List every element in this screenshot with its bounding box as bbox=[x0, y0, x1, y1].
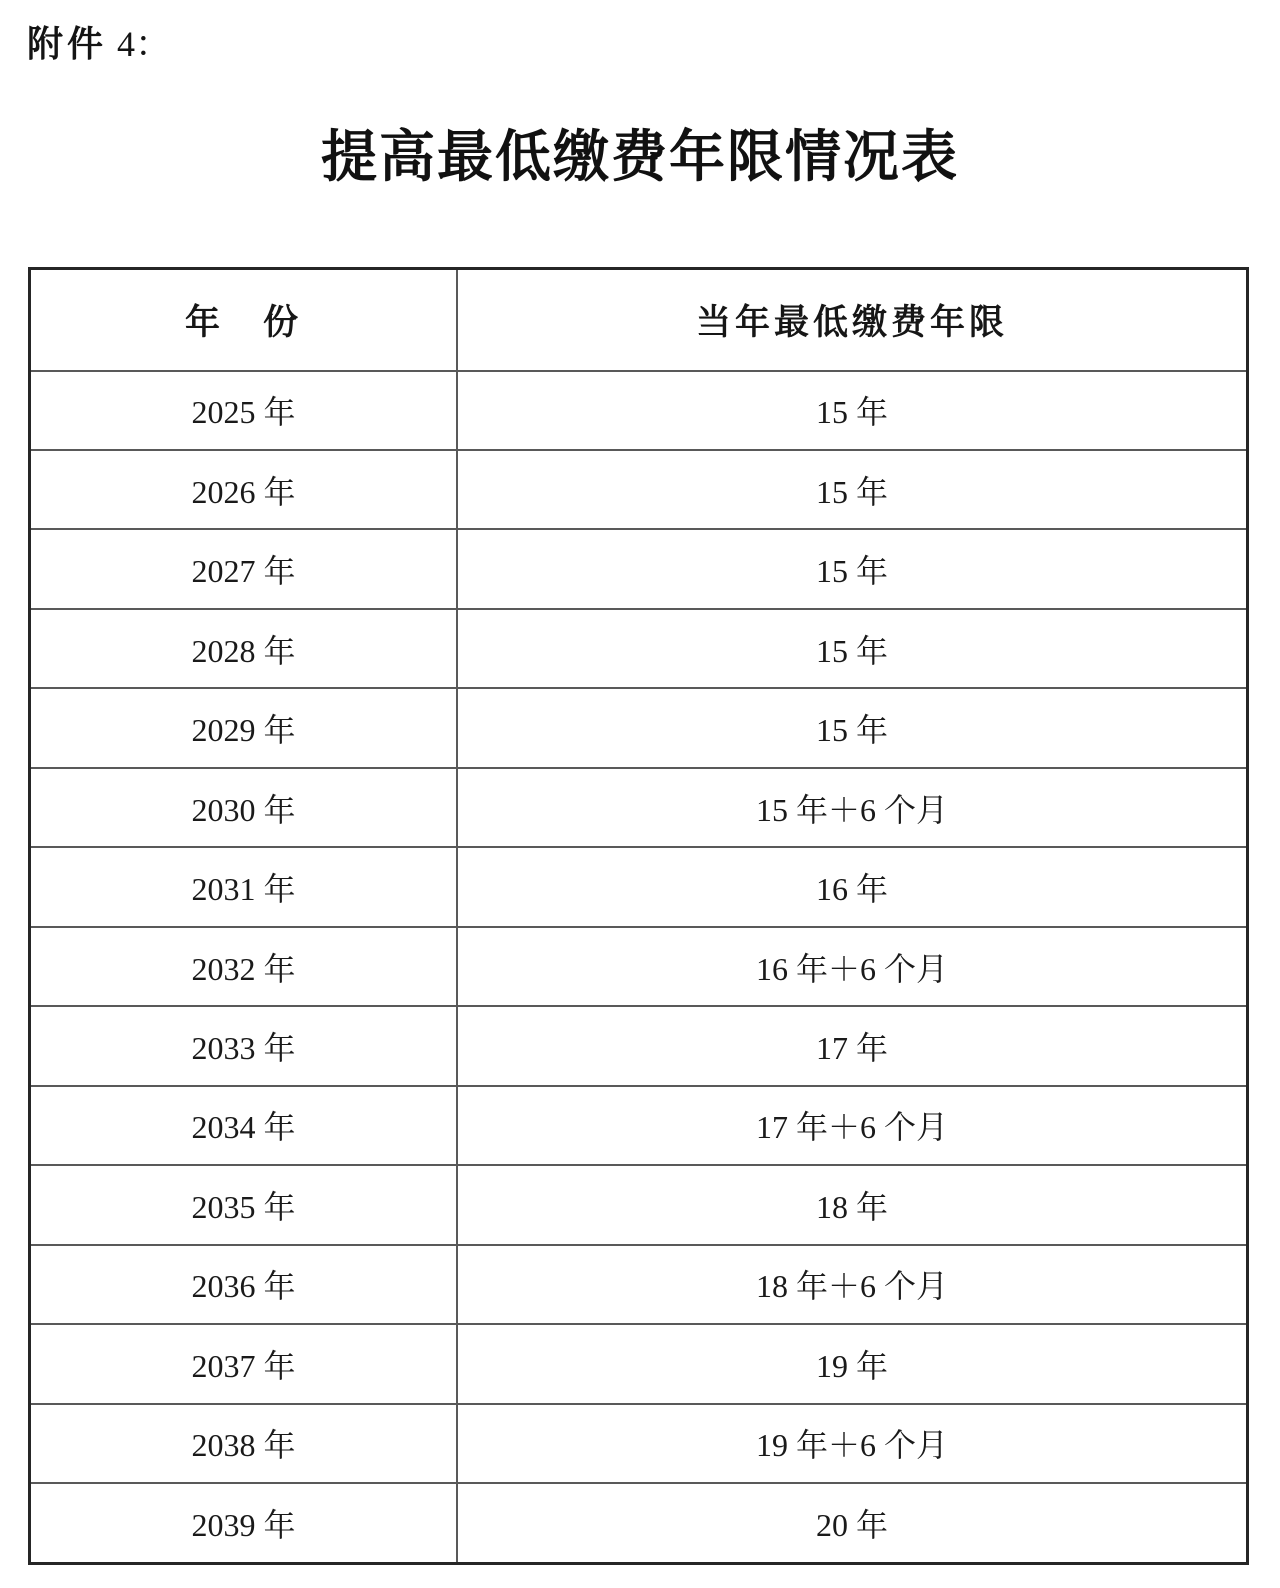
min-years-cell: 16 年＋6 个月 bbox=[457, 927, 1247, 1006]
min-years-cell: 19 年＋6 个月 bbox=[457, 1404, 1247, 1483]
table-row bbox=[30, 847, 1248, 926]
attachment-label bbox=[27, 20, 171, 68]
year-cell: 2028 年 bbox=[30, 609, 458, 688]
min-years-cell: 16 年 bbox=[457, 847, 1247, 926]
year-cell: 2032 年 bbox=[30, 927, 458, 1006]
year-cell: 2033 年 bbox=[30, 1006, 458, 1085]
year-cell: 2026 年 bbox=[30, 450, 458, 529]
contribution-years-table bbox=[28, 267, 1249, 1565]
min-years-cell: 15 年 bbox=[457, 450, 1247, 529]
min-years-cell: 15 年＋6 个月 bbox=[457, 768, 1247, 847]
table-row bbox=[30, 1086, 1248, 1165]
year-cell: 2037 年 bbox=[30, 1324, 458, 1403]
column-header-year: 年 份 bbox=[30, 269, 458, 371]
table-header-row bbox=[30, 269, 1248, 371]
table-row bbox=[30, 1483, 1248, 1563]
year-cell: 2036 年 bbox=[30, 1245, 458, 1324]
table-row bbox=[30, 450, 1248, 529]
table-row bbox=[30, 1006, 1248, 1085]
attachment-label-prefix: 附件 bbox=[27, 23, 108, 64]
year-cell: 2025 年 bbox=[30, 371, 458, 450]
year-cell: 2029 年 bbox=[30, 688, 458, 767]
min-years-cell: 19 年 bbox=[457, 1324, 1247, 1403]
year-cell: 2030 年 bbox=[30, 768, 458, 847]
table-row bbox=[30, 1245, 1248, 1324]
table-row bbox=[30, 927, 1248, 1006]
table-row bbox=[30, 1324, 1248, 1403]
table-row bbox=[30, 609, 1248, 688]
min-years-cell: 17 年 bbox=[457, 1006, 1247, 1085]
table-row bbox=[30, 768, 1248, 847]
table-row bbox=[30, 1165, 1248, 1244]
page-title: 提高最低缴费年限情况表 bbox=[321, 127, 959, 189]
attachment-label-number: 4： bbox=[117, 24, 172, 64]
min-years-cell: 17 年＋6 个月 bbox=[457, 1086, 1247, 1165]
table-row bbox=[30, 1404, 1248, 1483]
min-years-cell: 15 年 bbox=[457, 609, 1247, 688]
table-row bbox=[30, 529, 1248, 608]
min-years-cell: 15 年 bbox=[457, 529, 1247, 608]
min-years-cell: 20 年 bbox=[457, 1483, 1247, 1563]
table-row bbox=[30, 371, 1248, 450]
year-cell: 2031 年 bbox=[30, 847, 458, 926]
min-years-cell: 18 年＋6 个月 bbox=[457, 1245, 1247, 1324]
table-row bbox=[30, 688, 1248, 767]
min-years-cell: 15 年 bbox=[457, 371, 1247, 450]
min-years-cell: 18 年 bbox=[457, 1165, 1247, 1244]
year-cell: 2034 年 bbox=[30, 1086, 458, 1165]
year-cell: 2039 年 bbox=[30, 1483, 458, 1563]
year-cell: 2027 年 bbox=[30, 529, 458, 608]
year-cell: 2038 年 bbox=[30, 1404, 458, 1483]
min-years-cell: 15 年 bbox=[457, 688, 1247, 767]
year-cell: 2035 年 bbox=[30, 1165, 458, 1244]
column-header-min-years: 当年最低缴费年限 bbox=[457, 269, 1247, 371]
